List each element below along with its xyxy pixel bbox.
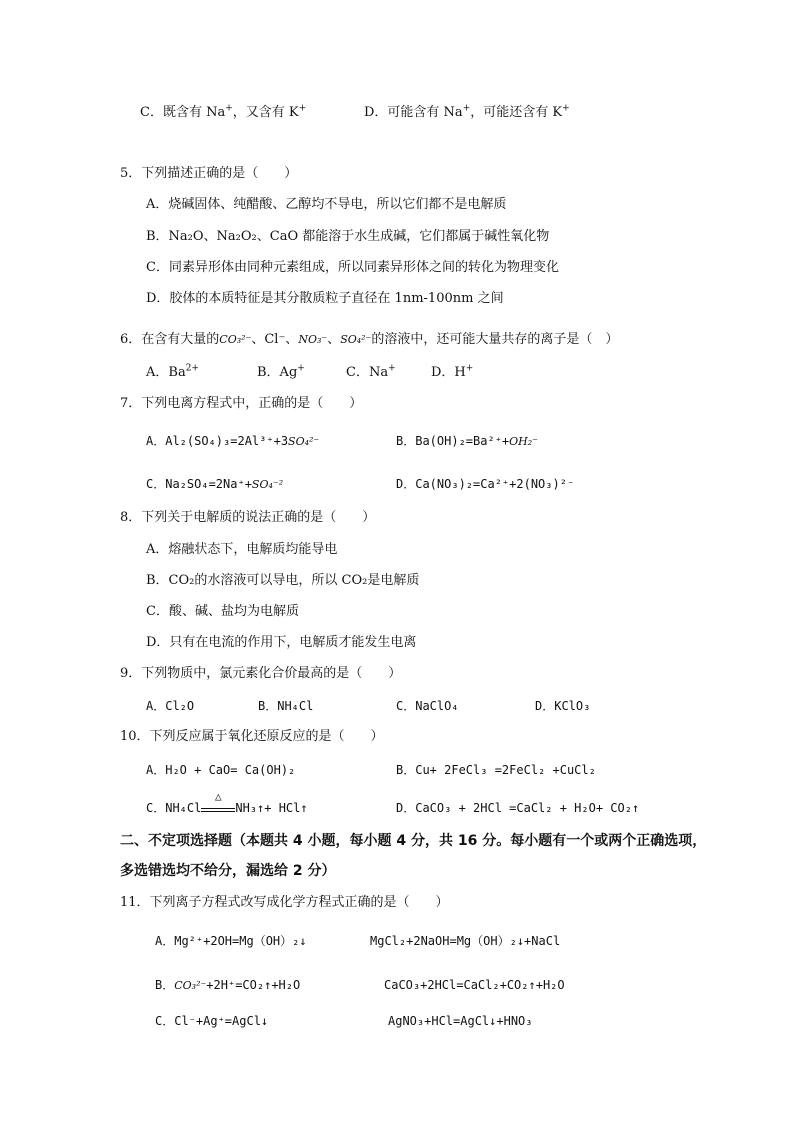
q4-option-d-text-2: ，可能还含有 K xyxy=(470,105,563,120)
q6-option-b xyxy=(257,364,305,382)
q7-option-d: D．Ca(NO₃)₂=Ca²⁺+2(NO₃)²⁻ xyxy=(396,477,575,491)
q7-stem: 7．下列电离方程式中，正确的是（ ） xyxy=(120,396,363,411)
q4-option-c xyxy=(140,104,306,122)
q11-option-a-chemical: MgCl₂+2NaOH=Mg（OH）₂↓+NaCl xyxy=(370,934,561,948)
q7-option-c xyxy=(146,475,283,494)
q11-option-b-text: +2H⁺=CO₂↑+H₂O xyxy=(206,978,301,992)
q5-stem: 5．下列描述正确的是（ ） xyxy=(120,166,298,181)
q6-stem xyxy=(120,331,618,349)
separator: 、Cl⁻、 xyxy=(251,332,299,347)
q8-option-b: B．CO₂的水溶液可以导电，所以 CO₂是电解质 xyxy=(146,573,420,588)
q8-stem: 8．下列关于电解质的说法正确的是（ ） xyxy=(120,510,376,525)
q6-option-a-text: A．Ba xyxy=(146,365,186,380)
q6-stem-text-2: 的溶液中，还可能大量共存的离子是（ ） xyxy=(371,332,619,347)
q9-option-d: D．KClO₃ xyxy=(535,699,591,713)
hydroxide-ion: OH₂⁻ xyxy=(509,435,538,448)
superscript: + xyxy=(225,103,233,114)
q11-option-a-ionic: A．Mg²⁺+2OH=Mg（OH）₂↓ xyxy=(155,934,307,948)
q10-option-a: A．H₂O + CaO= Ca(OH)₂ xyxy=(146,763,296,777)
q9-option-a: A．Cl₂O xyxy=(146,699,195,713)
sulfate-ion: SO₄²⁻ xyxy=(288,435,320,448)
q6-option-b-text: B．Ag xyxy=(257,365,298,380)
superscript: + xyxy=(388,363,396,374)
q10-option-b: B．Cu+ 2FeCl₃ =2FeCl₂ +CuCl₂ xyxy=(396,763,596,777)
superscript: + xyxy=(562,103,570,114)
q10-option-c-text-2: NH₃↑+ HCl↑ xyxy=(235,801,308,815)
q11-option-c-ionic: C．Cl⁻+Ag⁺=AgCl↓ xyxy=(155,1014,269,1028)
q5-option-c: C．同素异形体由同种元素组成，所以同素异形体之间的转化为物理变化 xyxy=(146,260,559,275)
q6-option-d xyxy=(431,364,473,382)
q7-option-b-text: B．Ba(OH)₂=Ba²⁺+ xyxy=(396,434,510,448)
q8-option-a: A．熔融状态下，电解质均能导电 xyxy=(146,542,338,557)
q6-stem-text: 6．在含有大量的 xyxy=(120,332,220,347)
heat-condition-arrow xyxy=(201,790,235,812)
q10-option-c-text: C．NH₄Cl xyxy=(146,801,202,815)
sulfate-ion: SO₄²⁻ xyxy=(340,333,372,346)
q8-option-c: C．酸、碱、盐均为电解质 xyxy=(146,604,299,619)
carbonate-ion: CO₃²⁻ xyxy=(174,979,207,992)
q9-option-c: C．NaClO₄ xyxy=(396,699,459,713)
q7-option-a xyxy=(146,432,319,451)
q11-option-c-chemical: AgNO₃+HCl=AgCl↓+HNO₃ xyxy=(388,1014,533,1028)
q10-stem: 10．下列反应属于氧化还原反应的是（ ） xyxy=(120,729,384,744)
q7-option-a-text: A．Al₂(SO₄)₃=2Al³⁺+3 xyxy=(146,434,289,448)
q11-option-b-label: B． xyxy=(155,978,175,992)
q4-option-c-text: C．既含有 Na xyxy=(140,105,226,120)
section-2-heading-line-2: 多选错选均不给分，漏选给 2 分） xyxy=(120,863,336,879)
superscript: + xyxy=(298,103,307,114)
q11-option-b-chemical: CaCO₃+2HCl=CaCl₂+CO₂↑+H₂O xyxy=(384,978,565,992)
q10-option-c xyxy=(146,790,308,817)
q9-stem: 9．下列物质中，氯元素化合价最高的是（ ） xyxy=(120,666,402,681)
q8-option-d: D．只有在电流的作用下，电解质才能发生电离 xyxy=(146,635,417,650)
q6-option-d-text: D．H xyxy=(431,365,466,380)
superscript: + xyxy=(297,363,305,374)
q5-option-d: D．胶体的本质特征是其分散质粒子直径在 1nm-100nm 之间 xyxy=(146,291,504,306)
q10-option-d: D．CaCO₃ + 2HCl =CaCl₂ + H₂O+ CO₂↑ xyxy=(396,801,640,815)
q5-option-a: A．烧碱固体、纯醋酸、乙醇均不导电，所以它们都不是电解质 xyxy=(146,197,507,212)
superscript: + xyxy=(462,103,471,114)
q6-option-c xyxy=(346,364,396,382)
q9-option-b: B．NH₄Cl xyxy=(258,699,314,713)
carbonate-ion: CO₃²⁻ xyxy=(219,333,252,346)
q6-option-c-text: C．Na xyxy=(346,365,389,380)
separator: 、 xyxy=(327,332,341,347)
q4-option-c-text-2: ，又含有 K xyxy=(232,105,299,120)
section-2-heading-line-1: 二、不定项选择题（本题共 4 小题，每小题 4 分，共 16 分。每小题有一个或两个正确选项， xyxy=(120,833,707,849)
q5-option-b: B．Na₂O、Na₂O₂、CaO 都能溶于水生成碱，它们都属于碱性氧化物 xyxy=(146,229,550,244)
heat-symbol: △ xyxy=(215,790,222,803)
superscript: + xyxy=(465,363,474,374)
nitrate-ion: NO₃⁻ xyxy=(298,333,328,346)
q11-option-b-ionic xyxy=(155,976,300,995)
q6-option-a xyxy=(146,364,199,382)
q4-option-d-text: D．可能含有 Na xyxy=(364,105,463,120)
q7-option-c-text: C．Na₂SO₄=2Na⁺+ xyxy=(146,477,252,491)
q4-option-d xyxy=(364,104,570,122)
sulfate-ion: SO₄⁻² xyxy=(251,478,284,491)
superscript: 2+ xyxy=(185,363,199,374)
q11-stem: 11．下列离子方程式改写成化学方程式正确的是（ ） xyxy=(120,895,449,910)
q7-option-b xyxy=(396,432,538,451)
